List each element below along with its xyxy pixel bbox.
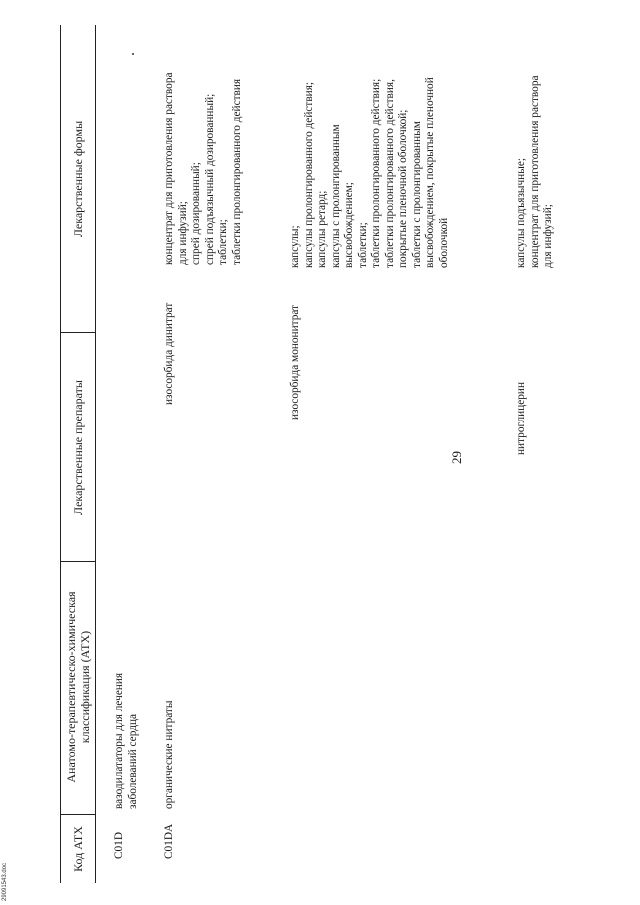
page-number: 29 xyxy=(449,451,464,464)
header-forms: Лекарственные формы xyxy=(70,120,85,238)
form-line: концентрат для приготовления раствора xyxy=(528,75,541,268)
form-line: таблетки пролонгированного действия; xyxy=(370,78,382,268)
form-line: спрей дозированный; xyxy=(190,162,202,265)
form-line: для инфузий; xyxy=(542,204,554,268)
form-line: высвобождением; xyxy=(343,182,355,268)
header-atc: Анатомо-терапевтическо-химическая классификация (АТХ) xyxy=(63,591,92,783)
row-atc: органические нитраты xyxy=(163,700,175,809)
form-line: покрытые пленочной оболочкой; xyxy=(397,109,409,268)
row-code: C01D xyxy=(113,832,125,859)
form-line: концентрат для приготовления раствора xyxy=(163,72,175,265)
form-line: таблетки; xyxy=(217,219,229,265)
scan-speck xyxy=(132,53,134,55)
form-line: спрей подъязычный дозированный; xyxy=(203,93,216,265)
form-line: капсулы с пролонгированным xyxy=(329,124,342,268)
form-line: для инфузий; xyxy=(176,201,189,265)
form-line: высвобождением, покрытые пленочной xyxy=(424,77,436,268)
row-forms xyxy=(289,77,451,268)
row-drug: нитроглицерин xyxy=(515,381,527,455)
row-code: C01DA xyxy=(163,823,175,859)
form-line: капсулы; xyxy=(289,225,301,268)
row-drug: изосорбида мононитрат xyxy=(289,304,301,420)
form-line: капсулы пролонгированного действия; xyxy=(302,81,315,268)
form-line: оболочкой xyxy=(437,217,450,268)
header-code: Код АТХ xyxy=(70,826,85,872)
form-line: таблетки; xyxy=(356,222,369,268)
document-id: 29091543.doc xyxy=(2,862,8,901)
form-line: капсулы ретард; xyxy=(316,190,328,268)
form-line: таблетки пролонгированного действия xyxy=(230,78,243,265)
header-drugs: Лекарственные препараты xyxy=(70,380,85,515)
form-line: таблетки с пролонгированным xyxy=(410,121,423,268)
row-forms xyxy=(163,73,244,265)
row-drug: изосорбида динитрат xyxy=(163,302,175,405)
form-line: таблетки пролонгированного действия, xyxy=(383,79,396,268)
form-line: капсулы подъязычные; xyxy=(515,158,527,268)
row-atc: вазодилататоры для лечения заболеваний сердца xyxy=(113,672,139,809)
row-forms xyxy=(515,76,556,268)
table-header-rule xyxy=(95,25,96,883)
